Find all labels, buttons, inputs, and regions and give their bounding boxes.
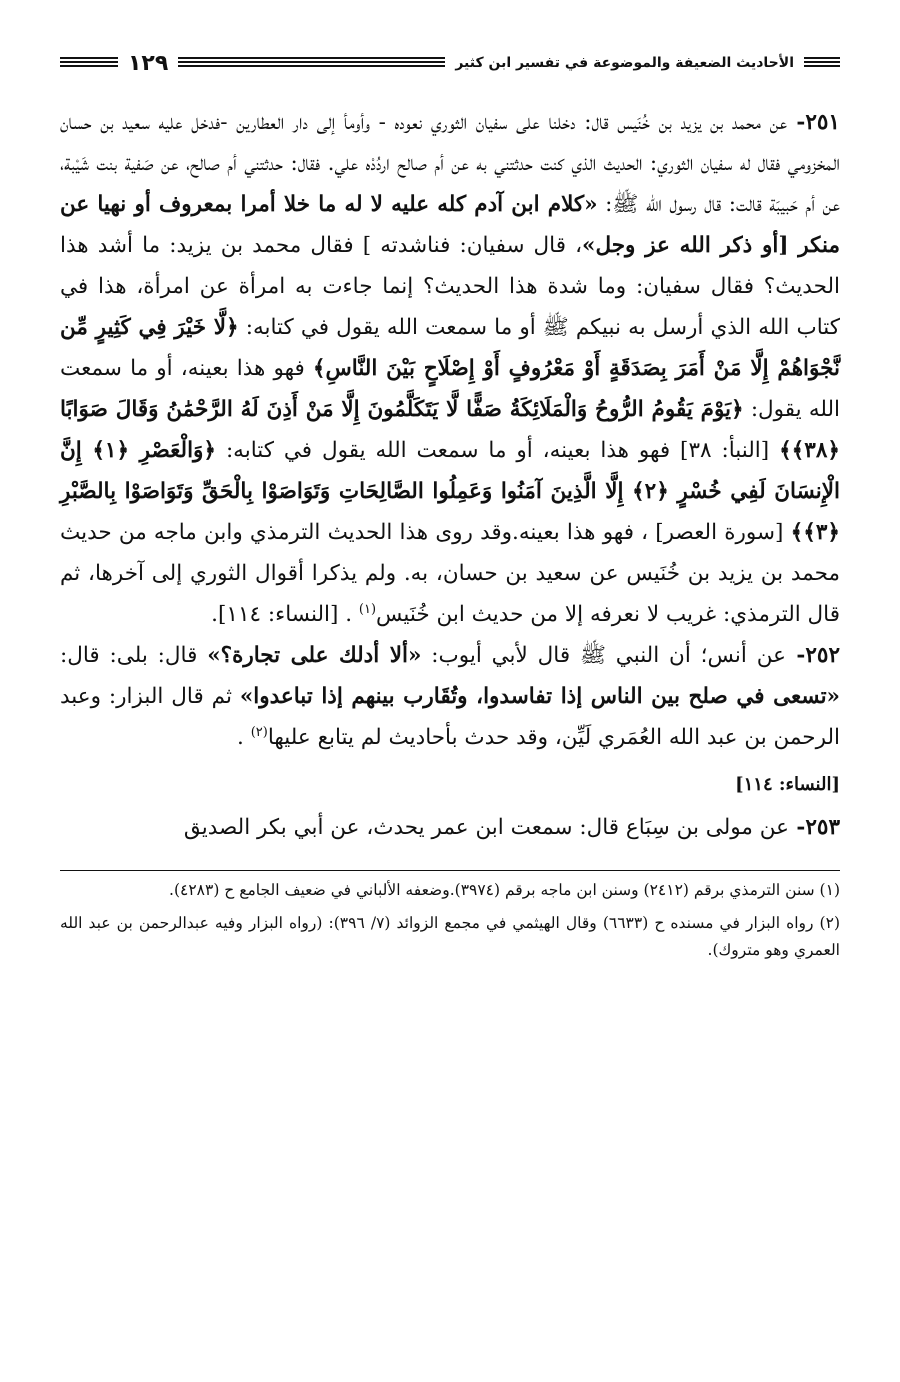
text-segment: . <box>237 725 251 750</box>
hadith-number: ٢٥٣- <box>788 815 840 840</box>
hadith-253 <box>60 807 840 848</box>
text-segment: . [النساء: ١١٤]. <box>211 602 359 627</box>
bold-hadith-text: «تسعى في صلح بين الناس إذا تفاسدوا، وتُقَارب بينهم إذا تباعدوا» <box>239 684 840 709</box>
quran-verse: ﴿وَالْعَصْرِ ﴿١﴾ إِنَّ الْإِنسَانَ لَفِي خُسْرٍ ﴿٢﴾ إِلَّا الَّذِينَ آمَنُوا وَعَمِلُوا الصَّالِحَاتِ وَتَوَاصَوْا بِالْحَقِّ وَتَوَاصَوْا بِالصَّبْرِ ﴿٣﴾﴾ <box>60 438 840 545</box>
running-title: الأحاديث الضعيفة والموضوعة في تفسير ابن كثير <box>455 55 794 71</box>
footnote-2: (٢) رواه البزار في مسنده ح (٦٦٣٣) وقال الهيثمي في مجمع الزوائد (٧/ ٣٩٦): (رواه البزار وفيه عبدالرحمن بن عبد الله العمري وهو متروك). <box>60 914 840 959</box>
page-number: ١٢٩ <box>128 50 169 76</box>
text-segment: فهو هذا بعينه، أو ما سمعت الله يقول: <box>60 356 840 422</box>
text-segment: قال: بلى: قال: <box>60 643 208 668</box>
verse-reference: [النساء: ١١٤] <box>735 774 840 795</box>
text-segment: عن مولى بن سِبَاع قال: سمعت ابن عمر يحدث، عن أبي بكر الصديق <box>183 815 789 840</box>
text-segment: [سورة العصر] ، فهو هذا بعينه.وقد روى هذا الحديث الترمذي وابن ماجه من حديث محمد بن يزيد بن خُنَيس عن سعيد بن حسان، به. ولم يذكرا أقوال الثوري إلى آخرها، ثم قال الترمذي: غريب لا نعرفه إلا من حديث ابن خُنَيس <box>60 520 840 627</box>
bold-hadith-text: «ألا أدلك على تجارة؟» <box>207 643 422 668</box>
quran-verse: ﴿لَّا خَيْرَ فِي كَثِيرٍ مِّن نَّجْوَاهُمْ إِلَّا مَنْ أَمَرَ بِصَدَقَةٍ أَوْ مَعْرُوفٍ أَوْ إِصْلَاحٍ بَيْنَ النَّاسِ﴾ <box>60 315 840 381</box>
main-text <box>60 102 840 848</box>
text-segment: عن محمد بن يزيد بن خُنَيس قال: دخلنا على سفيان الثوري نعوده - وأومأ إلى دار العطارين -فدخل عليه سعيد بن حسان المخزومي فقال له سفيان الثوري: الحديث الذي كنت حدثتني به عن أم صالح اردُدْه علي. فقال: حدثتني أم صالح، عن صَفية بنت شَيْبة، عن أم حَبيبَة قالت: قال رسول الله ﷺ: <box>60 110 840 217</box>
bold-hadith-text: «كلام ابن آدم كله عليه لا له ما خلا أمرا بمعروف أو نهيا عن منكر [أو ذكر الله عز وجل» <box>60 192 840 258</box>
footnotes <box>60 877 840 964</box>
header-rule-left <box>60 57 118 69</box>
text-segment: عن أنس؛ أن النبي ﷺ قال لأبي أيوب: <box>421 643 786 668</box>
running-header <box>60 44 840 82</box>
quran-verse: ﴿يَوْمَ يَقُومُ الرُّوحُ وَالْمَلَائِكَةُ صَفًّا لَّا يَتَكَلَّمُونَ إِلَّا مَنْ أَذِنَ لَهُ الرَّحْمَٰنُ وَقَالَ صَوَابًا ﴿٣٨﴾﴾ <box>60 397 840 463</box>
hadith-number: ٢٥٢- <box>785 643 841 668</box>
footnote-ref[interactable]: (٢) <box>250 724 268 740</box>
text-segment: ثم قال البزار: وعبد الرحمن بن عبد الله العُمَري لَيِّن، وقد حدث بأحاديث لم يتابع عليها <box>60 684 840 750</box>
header-rule-middle <box>178 57 445 69</box>
text-segment: ، قال سفيان: فناشدته ] فقال محمد بن يزيد: ما أشد هذا الحديث؟ فقال سفيان: وما شدة هذا الحديث؟ إنما جاءت به امرأة عن امرأة، هذا في كتاب الله الذي أرسل به نبيكم ﷺ أو ما سمعت الله يقول في كتابه: <box>60 233 840 340</box>
header-rule-right <box>804 57 840 69</box>
footnote-1: (١) سنن الترمذي برقم (٢٤١٢) وسنن ابن ماجه برقم (٣٩٧٤).وضعفه الألباني في ضعيف الجامع ح (٤٢٨٣). <box>169 881 840 899</box>
text-segment: [النبأ: ٣٨] فهو هذا بعينه، أو ما سمعت الله يقول في كتابه: <box>216 438 780 463</box>
footnote-ref[interactable]: (١) <box>358 601 377 617</box>
hadith-number: ٢٥١- <box>787 110 840 135</box>
hadith-251 <box>60 102 840 635</box>
footnote-separator <box>60 870 840 871</box>
hadith-252 <box>60 635 840 758</box>
